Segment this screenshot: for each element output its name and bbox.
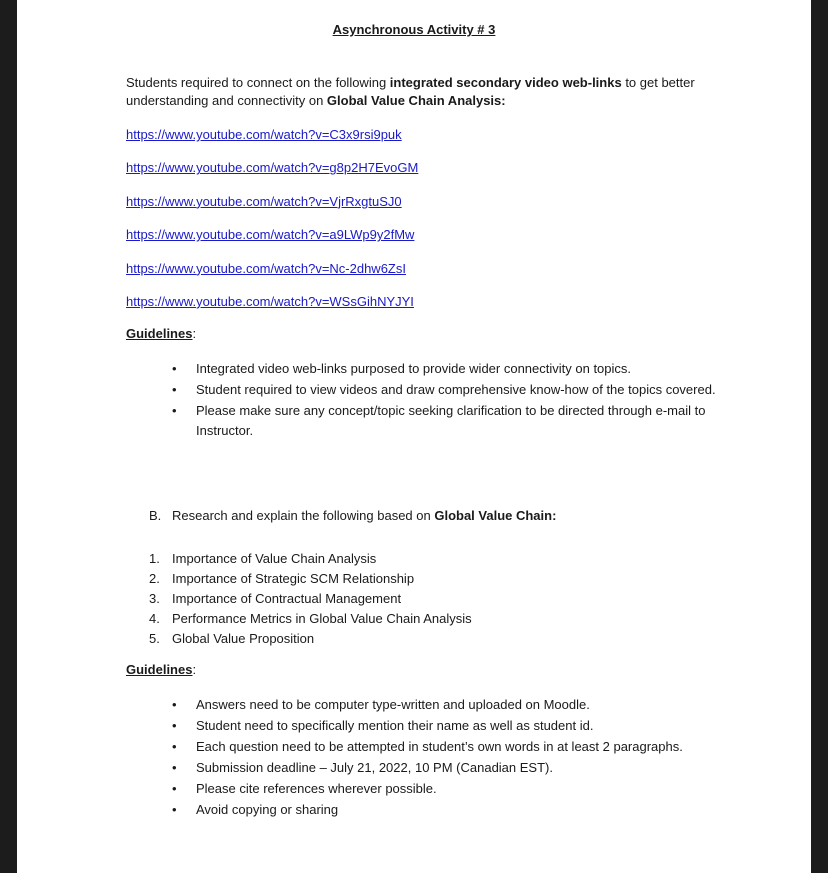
video-link[interactable]: https://www.youtube.com/watch?v=Nc-2dhw6ZsI [126, 260, 406, 276]
question-text: Importance of Strategic SCM Relationship [172, 571, 415, 586]
document-page [17, 0, 811, 873]
list-item-text: Each question need to be attempted in student’s own words in at least 2 paragraphs. [196, 739, 683, 754]
video-link[interactable]: https://www.youtube.com/watch?v=WSsGihNYJYI [126, 293, 414, 309]
intro-paragraph [126, 74, 726, 110]
video-link[interactable]: https://www.youtube.com/watch?v=C3x9rsi9puk [126, 127, 402, 142]
list-item [172, 359, 717, 379]
list-item-text: Student required to view videos and draw comprehensive know-how of the topics covered. [196, 382, 716, 397]
list-item [172, 380, 717, 400]
guidelines-heading [126, 662, 196, 677]
video-link-list [126, 126, 418, 326]
question-list [149, 549, 472, 649]
bullet-icon: • [172, 760, 177, 775]
question-item [149, 549, 472, 569]
guidelines-list [172, 359, 717, 442]
bullet-icon: • [172, 403, 177, 418]
list-item [172, 779, 717, 799]
bullet-icon: • [172, 739, 177, 754]
list-item-text: Avoid copying or sharing [196, 802, 339, 817]
intro-text: Students required to connect on the following [126, 75, 390, 90]
bullet-icon: • [172, 802, 177, 817]
list-item-text: Answers need to be computer type-written and uploaded on Moodle. [196, 697, 590, 712]
intro-bold-text: Global Value Chain Analysis: [326, 93, 506, 108]
section-b-heading [149, 508, 556, 523]
list-item [172, 737, 717, 757]
intro-bold-text: integrated secondary video web-links [389, 75, 622, 90]
list-item [172, 716, 717, 736]
bullet-icon: • [172, 361, 177, 376]
page-title: Asynchronous Activity # 3 [332, 22, 496, 37]
video-link[interactable]: https://www.youtube.com/watch?v=g8p2H7EvoGM [126, 160, 419, 176]
intro-text: to get better understanding and connectivity on [126, 75, 695, 108]
guidelines-heading-text: Guidelines [126, 326, 193, 341]
question-number: 3. [149, 591, 160, 606]
question-text: Importance of Contractual Management [172, 591, 402, 606]
guidelines-heading-colon: : [192, 326, 197, 341]
guidelines-heading [126, 326, 196, 341]
question-item [149, 569, 472, 589]
guidelines-heading-colon: : [192, 662, 197, 677]
bullet-icon: • [172, 781, 177, 796]
question-number: 1. [149, 551, 160, 566]
question-item [149, 589, 472, 609]
question-text: Performance Metrics in Global Value Chain Analysis [172, 611, 472, 626]
bullet-icon: • [172, 718, 177, 733]
list-item-text: Student need to specifically mention their name as well as student id. [196, 718, 594, 733]
question-text: Importance of Value Chain Analysis [172, 551, 377, 566]
question-item [149, 609, 472, 629]
list-item [172, 800, 717, 820]
section-b-text: Research and explain the following based on [172, 508, 435, 523]
list-item [172, 401, 717, 441]
bullet-icon: • [172, 697, 177, 712]
list-item-text: Integrated video web-links purposed to provide wider connectivity on topics. [196, 361, 632, 376]
list-item-text: Submission deadline – July 21, 2022, 10 PM (Canadian EST). [196, 760, 553, 775]
video-link[interactable]: https://www.youtube.com/watch?v=VjrRxgtuSJ0 [126, 193, 402, 209]
question-number: 5. [149, 631, 160, 646]
bullet-icon: • [172, 382, 177, 397]
question-number: 2. [149, 571, 160, 586]
section-b-bold-text: Global Value Chain: [434, 508, 557, 523]
question-text: Global Value Proposition [172, 631, 315, 646]
section-marker: B. [149, 508, 162, 523]
list-item-text: Please make sure any concept/topic seeking clarification to be directed through e-mail to Instructor. [196, 403, 706, 438]
guidelines-heading-text: Guidelines [126, 662, 193, 677]
question-item [149, 629, 472, 649]
list-item-text: Please cite references wherever possible. [196, 781, 437, 796]
video-link[interactable]: https://www.youtube.com/watch?v=a9LWp9y2fMw [126, 227, 415, 243]
list-item [172, 758, 717, 778]
guidelines-list [172, 695, 717, 821]
list-item [172, 695, 717, 715]
question-number: 4. [149, 611, 160, 626]
